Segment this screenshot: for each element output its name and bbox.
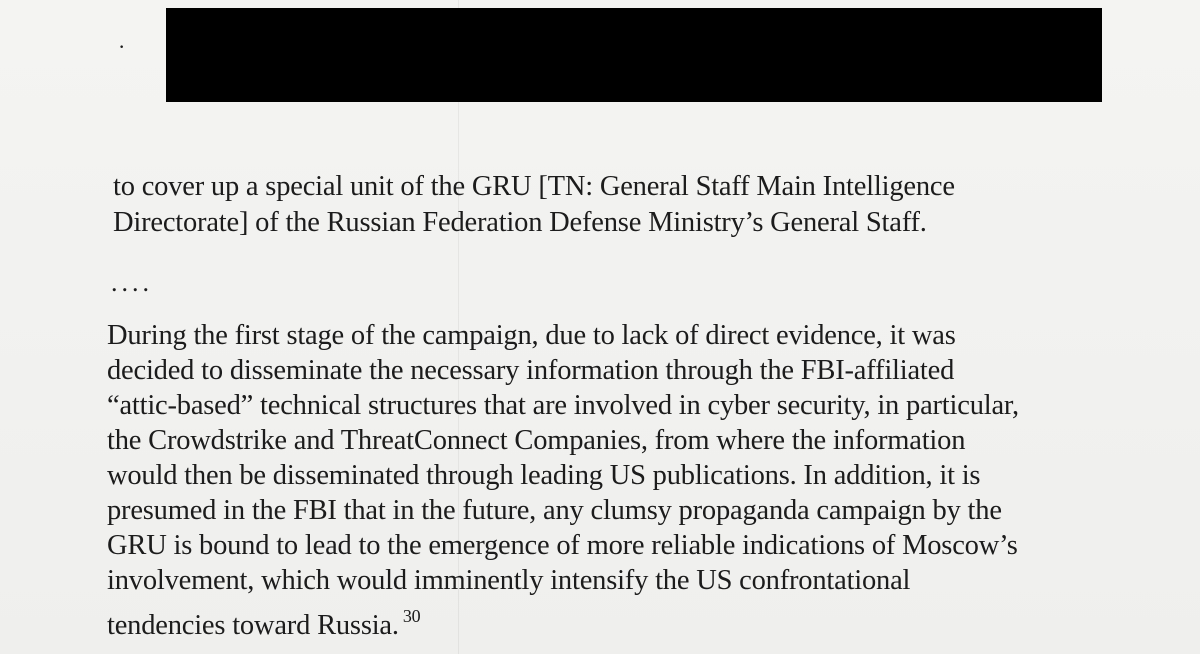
text-line: decided to disseminate the necessary information through the FBI-affiliated <box>107 355 955 386</box>
text-line: the Crowdstrike and ThreatConnect Companies, from where the information <box>107 425 966 456</box>
text-line: During the first stage of the campaign, due to lack of direct evidence, it was <box>107 320 956 351</box>
text-line: presumed in the FBI that in the future, any clumsy propaganda campaign by the <box>107 495 1002 526</box>
redaction-block <box>166 8 1102 102</box>
text-line: would then be disseminated through leading US publications. In addition, it is <box>107 460 981 491</box>
text-line-last-text: tendencies toward Russia. <box>107 610 399 641</box>
paragraph-1 <box>113 170 1113 250</box>
footnote-reference[interactable]: 30 <box>402 606 421 626</box>
ellipsis-separator: .... <box>111 268 153 297</box>
text-line: involvement, which would imminently intensify the US confrontational <box>107 565 911 596</box>
paragraph-2 <box>107 319 1167 649</box>
text-line: GRU is bound to lead to the emergence of more reliable indications of Moscow’s <box>107 530 1018 561</box>
text-line: to cover up a special unit of the GRU [TN: General Staff Main Intelligence <box>113 171 955 202</box>
bullet-mark: · <box>118 34 126 59</box>
text-line: Directorate] of the Russian Federation Defense Ministry’s General Staff. <box>113 207 927 238</box>
text-line-last <box>107 599 420 643</box>
text-line: “attic-based” technical structures that are involved in cyber security, in particular, <box>107 390 1019 421</box>
